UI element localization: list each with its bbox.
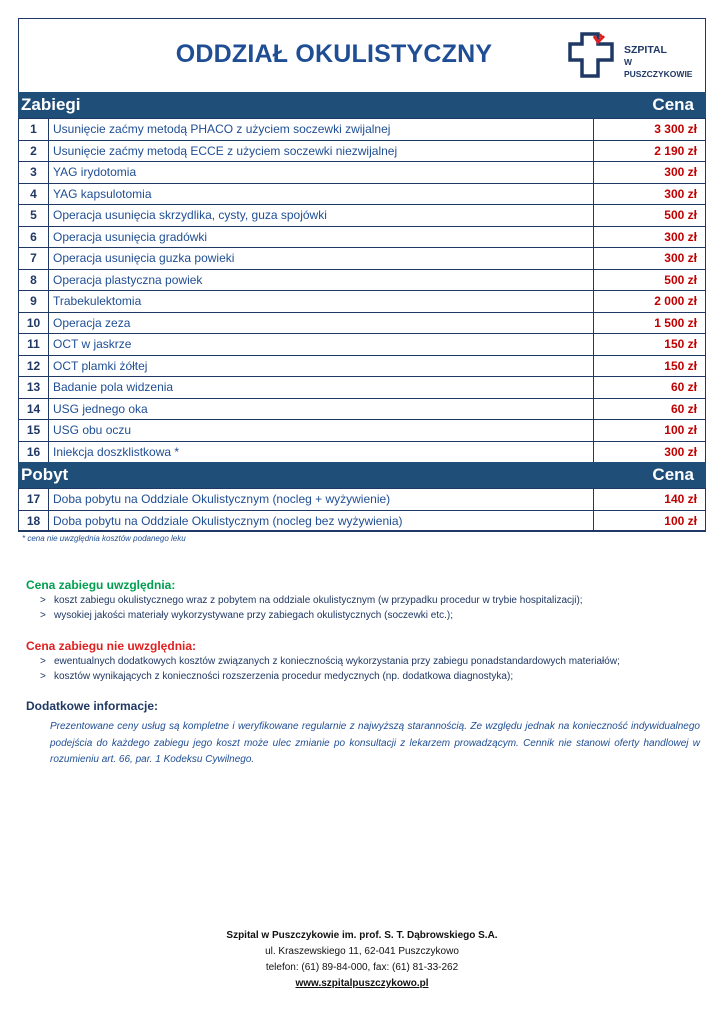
row-number: 7	[19, 248, 49, 270]
row-number: 8	[19, 269, 49, 291]
section-title: Zabiegi	[21, 95, 81, 114]
logo-line-2: W PUSZCZYKOWIE	[624, 57, 693, 79]
row-number: 2	[19, 140, 49, 162]
footnote: * cena nie uwzględnia kosztów podanego leku	[22, 534, 186, 543]
procedure-price: 60 zł	[594, 377, 706, 399]
excluded-item: > kosztów wynikających z konieczności rozszerzenia procedur medycznych (np. dodatkowa diagnostyka);	[40, 670, 514, 682]
row-number: 14	[19, 398, 49, 420]
table-row	[19, 312, 706, 334]
excluded-section	[26, 639, 706, 684]
included-section	[26, 578, 706, 623]
section-title: Pobyt	[21, 465, 69, 484]
table-row	[19, 119, 706, 141]
section-header-pobyt	[18, 462, 706, 488]
row-number: 13	[19, 377, 49, 399]
procedure-name: Operacja usunięcia skrzydlika, cysty, guza spojówki	[49, 205, 594, 227]
procedure-name: Usunięcie zaćmy metodą ECCE z użyciem soczewki niezwijalnej	[49, 140, 594, 162]
procedure-name: Usunięcie zaćmy metodą PHACO z użyciem soczewki zwijalnej	[49, 119, 594, 141]
excluded-title: Cena zabiegu nie uwzględnia:	[26, 639, 197, 653]
procedure-price: 300 zł	[594, 441, 706, 463]
table-row	[19, 183, 706, 205]
table-row	[19, 510, 706, 532]
section-header-zabiegi	[18, 92, 706, 118]
row-number: 18	[19, 510, 49, 532]
procedure-price: 300 zł	[594, 183, 706, 205]
additional-info-text: Prezentowane ceny usług są kompletne i weryfikowane regularnie z najwyższą starannością. Ze względu jednak na konieczność indywidualnego podejścia do każdego zabiegu jego koszt może ulec zmianie po konsultacji z lekarzem prowadzącym. Cennik nie stanowi oferty handlowej w rozumieniu art. 66, par. 1 Kodeksu Cywilnego.	[50, 721, 700, 765]
procedure-name: OCT w jaskrze	[49, 334, 594, 356]
included-title: Cena zabiegu uwzględnia:	[26, 578, 176, 592]
footer-website-link[interactable]: www.szpitalpuszczykowo.pl	[295, 978, 429, 989]
procedure-name: Operacja usunięcia guzka powieki	[49, 248, 594, 270]
table-row	[19, 205, 706, 227]
procedure-name: OCT plamki żółtej	[49, 355, 594, 377]
procedure-name: Trabekulektomia	[49, 291, 594, 313]
table-row	[19, 489, 706, 511]
included-item: > koszt zabiegu okulistycznego wraz z pobytem na oddziale okulistycznym (w przypadku procedur w trybie hospitalizacji);	[40, 595, 583, 606]
table-row	[19, 291, 706, 313]
stay-table	[18, 488, 706, 532]
procedure-price: 150 zł	[594, 355, 706, 377]
procedure-price: 150 zł	[594, 334, 706, 356]
procedure-price: 300 zł	[594, 248, 706, 270]
row-number: 9	[19, 291, 49, 313]
additional-info-title: Dodatkowe informacje:	[26, 699, 159, 713]
row-number: 1	[19, 119, 49, 141]
table-row	[19, 377, 706, 399]
row-number: 15	[19, 420, 49, 442]
procedure-name: Operacja plastyczna powiek	[49, 269, 594, 291]
row-number: 12	[19, 355, 49, 377]
procedure-price: 500 zł	[594, 205, 706, 227]
row-number: 5	[19, 205, 49, 227]
included-item: > wysokiej jakości materiały wykorzystywane przy zabiegach okulistycznych (soczewki etc.);	[40, 609, 454, 621]
price-column-header: Cena	[652, 465, 694, 484]
procedure-name: YAG irydotomia	[49, 162, 594, 184]
footer	[0, 928, 724, 992]
procedure-price: 1 500 zł	[594, 312, 706, 334]
page-title: ODDZIAŁ OKULISTYCZNY	[175, 40, 493, 68]
logo-line-1: SZPITAL	[624, 44, 667, 56]
procedure-name: USG jednego oka	[49, 398, 594, 420]
procedure-name: YAG kapsulotomia	[49, 183, 594, 205]
procedure-price: 60 zł	[594, 398, 706, 420]
footer-org-name: Szpital w Puszczykowie im. prof. S. T. Dąbrowskiego S.A.	[226, 930, 498, 941]
header	[18, 18, 706, 91]
procedure-price: 100 zł	[594, 420, 706, 442]
row-number: 11	[19, 334, 49, 356]
procedure-price: 100 zł	[594, 510, 706, 532]
procedure-name: Operacja zeza	[49, 312, 594, 334]
procedure-name: Operacja usunięcia gradówki	[49, 226, 594, 248]
price-column-header: Cena	[652, 95, 694, 114]
additional-info-section	[26, 699, 706, 769]
table-row	[19, 248, 706, 270]
procedure-name: USG obu oczu	[49, 420, 594, 442]
table-row	[19, 269, 706, 291]
procedure-price: 2 000 zł	[594, 291, 706, 313]
row-number: 10	[19, 312, 49, 334]
cross-logo-icon	[568, 30, 620, 80]
procedure-price: 500 zł	[594, 269, 706, 291]
table-row	[19, 441, 706, 463]
procedure-name: Doba pobytu na Oddziale Okulistycznym (nocleg + wyżywienie)	[49, 489, 594, 511]
table-row	[19, 334, 706, 356]
row-number: 4	[19, 183, 49, 205]
row-number: 6	[19, 226, 49, 248]
table-row	[19, 355, 706, 377]
table-row	[19, 162, 706, 184]
footer-phone: telefon: (61) 89-84-000, fax: (61) 81-33-262	[265, 962, 459, 973]
table-row	[19, 398, 706, 420]
row-number: 3	[19, 162, 49, 184]
row-number: 17	[19, 489, 49, 511]
hospital-logo	[568, 30, 698, 80]
table-row	[19, 226, 706, 248]
procedure-price: 3 300 zł	[594, 119, 706, 141]
procedure-name: Iniekcja doszklistkowa *	[49, 441, 594, 463]
procedure-price: 140 zł	[594, 489, 706, 511]
excluded-item: > ewentualnych dodatkowych kosztów związanych z koniecznością wykorzystania przy zabiegu ponadstandardowych materiałów;	[40, 656, 620, 667]
procedures-table	[18, 118, 706, 463]
footer-address: ul. Kraszewskiego 11, 62-041 Puszczykowo	[265, 946, 459, 957]
row-number: 16	[19, 441, 49, 463]
procedure-price: 300 zł	[594, 162, 706, 184]
logo-text	[624, 44, 698, 80]
procedure-price: 2 190 zł	[594, 140, 706, 162]
table-row	[19, 420, 706, 442]
procedure-name: Badanie pola widzenia	[49, 377, 594, 399]
procedure-price: 300 zł	[594, 226, 706, 248]
table-row	[19, 140, 706, 162]
procedure-name: Doba pobytu na Oddziale Okulistycznym (nocleg bez wyżywienia)	[49, 510, 594, 532]
